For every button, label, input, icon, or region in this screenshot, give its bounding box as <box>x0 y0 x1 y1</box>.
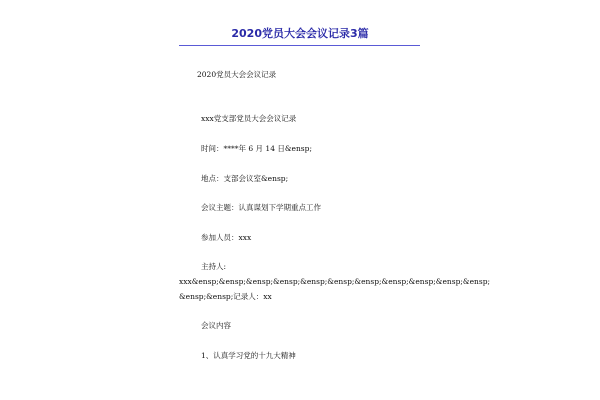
attendees-line: 参加人员：xxx <box>201 233 252 242</box>
recorder-line: &ensp;&ensp;记录人：xx <box>179 292 272 301</box>
record-heading: xxx党支部党员大会会议记录 <box>201 114 297 123</box>
time-line: 时间：****年 6 月 14 日&ensp; <box>201 144 312 153</box>
place-line: 地点：支部会议室&ensp; <box>201 174 289 183</box>
document-title: 2020党员大会会议记录3篇 <box>231 27 369 40</box>
subtitle: 2020党员大会会议记录 <box>197 70 277 79</box>
title-divider <box>179 45 420 46</box>
topic-line: 会议主题：认真谋划下学期重点工作 <box>201 203 321 212</box>
content-heading: 会议内容 <box>201 321 231 330</box>
host-value-line: xxx&ensp;&ensp;&ensp;&ensp;&ensp;&ensp;&ensp;&ensp;&ensp;&ensp;&ensp; <box>179 277 491 286</box>
content-item-1: 1、认真学习党的十九大精神 <box>201 351 296 360</box>
host-label: 主持人: <box>201 262 227 271</box>
